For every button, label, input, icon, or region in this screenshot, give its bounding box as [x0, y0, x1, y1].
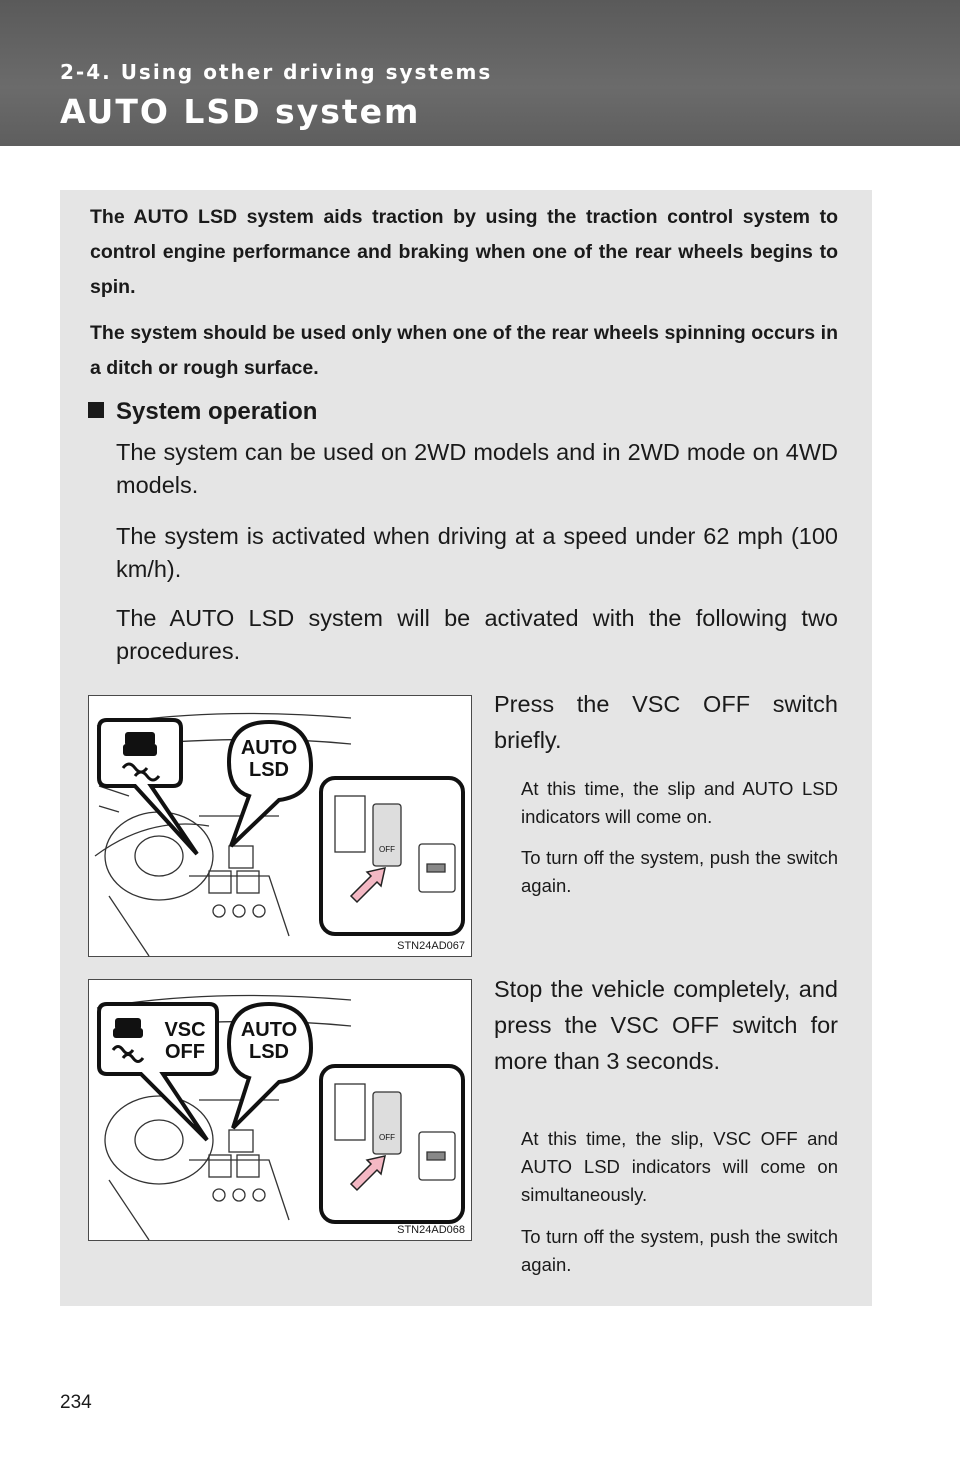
step-2-note-2: To turn off the system, push the switch again.	[521, 1226, 838, 1275]
callout-auto-text: AUTO	[240, 737, 298, 759]
operation-paragraph-2: The system is activated when driving at a speed under 62 mph (100 km/h).	[116, 523, 838, 582]
figure-code-2: STN24AD068	[397, 1224, 465, 1236]
callout-auto-text-2: AUTO	[240, 1019, 298, 1041]
step-1-note-2: To turn off the system, push the switch again.	[521, 847, 838, 896]
operation-paragraph-3: The AUTO LSD system will be activated with the following two procedures.	[116, 605, 838, 664]
step-1-note-1: At this time, the slip and AUTO LSD indicators will come on.	[521, 778, 838, 827]
callout-lsd-text: LSD	[249, 759, 289, 781]
intro-paragraph: The AUTO LSD system aids traction by using the traction control system to control engine performance and braking when one of the rear wheels begins to spin.	[90, 206, 838, 298]
step-2-text: Stop the vehicle completely, and press the VSC OFF switch for more than 3 seconds.	[494, 976, 838, 1074]
switch-off-label: OFF	[379, 845, 395, 854]
dashboard-illustration-2	[88, 979, 472, 1241]
dashboard-drawing-2	[89, 980, 473, 1242]
page-title: AUTO LSD system	[60, 92, 421, 131]
switch-off-label-2: OFF	[379, 1133, 395, 1142]
callout-vsc-text: VSC	[164, 1019, 206, 1041]
operation-paragraph-1: The system can be used on 2WD models and in 2WD mode on 4WD models.	[116, 439, 838, 498]
page-number: 234	[60, 1392, 92, 1413]
callout-off-text: OFF	[165, 1041, 205, 1063]
step-1-text: Press the VSC OFF switch briefly.	[494, 691, 838, 753]
sub-heading-text: System operation	[116, 398, 318, 425]
square-bullet-icon	[88, 402, 104, 418]
callout-lsd-text-2: LSD	[249, 1041, 289, 1063]
section-label: 2-4. Using other driving systems	[60, 60, 493, 84]
system-operation-heading	[88, 398, 317, 426]
intro-paragraph-2: The system should be used only when one of the rear wheels spinning occurs in a ditch or rough surface.	[90, 322, 838, 379]
step-2-note-1: At this time, the slip, VSC OFF and AUTO LSD indicators will come on simultaneously.	[521, 1128, 838, 1205]
dashboard-drawing-1	[89, 696, 473, 958]
dashboard-illustration-1	[88, 695, 472, 957]
figure-code: STN24AD067	[397, 940, 465, 952]
